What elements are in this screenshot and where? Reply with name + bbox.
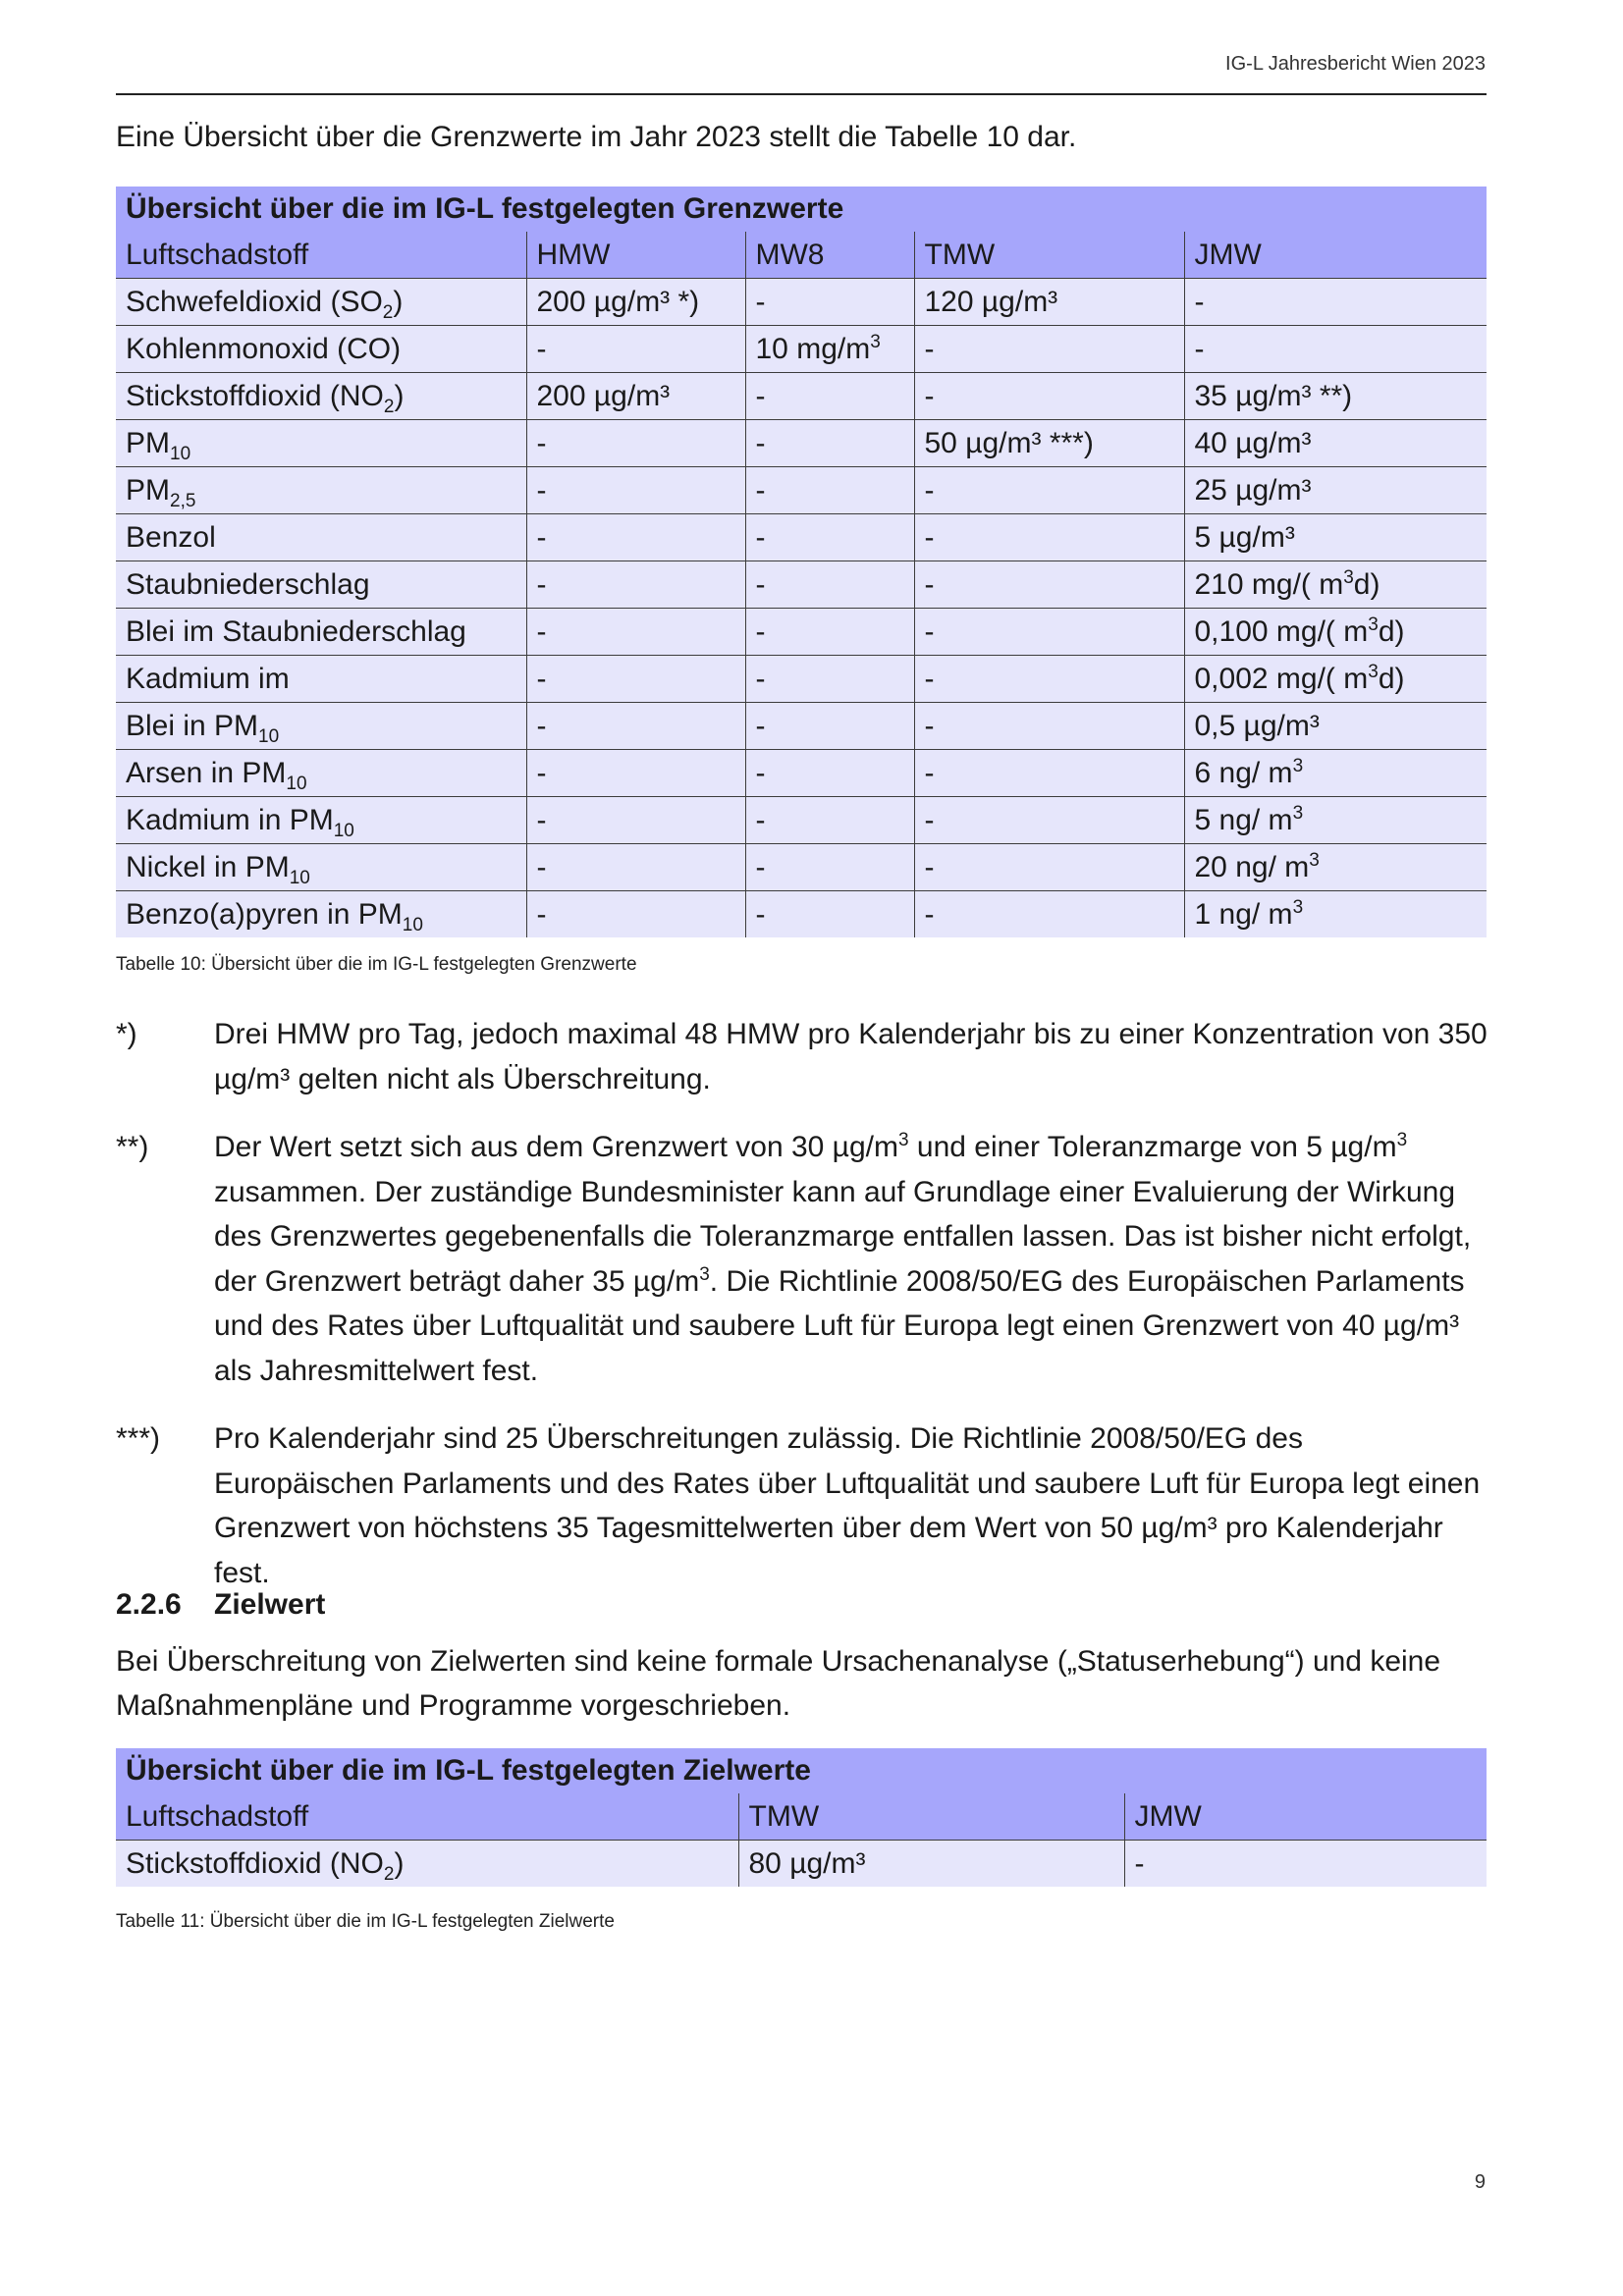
tmw-cell: -: [914, 561, 1184, 609]
table-row: [116, 373, 1487, 420]
jmw-cell: 210 mg/( $m^3d$): [1184, 561, 1487, 609]
hmw-cell: -: [526, 844, 745, 891]
hmw-cell: -: [526, 656, 745, 703]
mw8-cell: -: [745, 373, 914, 420]
page-number: 9: [1474, 2171, 1486, 2193]
hmw-cell: -: [526, 703, 745, 750]
mw8-cell: 10 $mg/m^3$: [745, 326, 914, 373]
table-row: [116, 1841, 1487, 1888]
hmw-cell: -: [526, 561, 745, 609]
jmw-cell: 0,002 mg/( $m^3d$): [1184, 656, 1487, 703]
jmw-cell: 1 ng/ $m^3$: [1184, 891, 1487, 938]
table-row: [116, 467, 1487, 514]
tmw-cell: -: [914, 326, 1184, 373]
tmw-cell: 120 µg/m³: [914, 279, 1184, 326]
hmw-cell: -: [526, 750, 745, 797]
mw8-cell: -: [745, 467, 914, 514]
tmw-cell: -: [914, 656, 1184, 703]
table-header-row: [116, 232, 1487, 279]
column-header: JMW: [1124, 1793, 1487, 1841]
tmw-cell: -: [914, 373, 1184, 420]
tmw-cell: -: [914, 891, 1184, 938]
tmw-cell: -: [914, 514, 1184, 561]
tmw-cell: -: [914, 844, 1184, 891]
table-row: [116, 703, 1487, 750]
footnote-marker: ***): [116, 1422, 161, 1455]
pollutant-cell: Kohlenmonoxid (CO): [116, 326, 526, 373]
tmw-cell: 80 µg/m³: [738, 1841, 1124, 1888]
jmw-cell: 5 ng/ $m^3$: [1184, 797, 1487, 844]
mw8-cell: -: [745, 797, 914, 844]
column-header: TMW: [914, 232, 1184, 279]
column-header: Luftschadstoff: [116, 232, 526, 279]
tmw-cell: -: [914, 703, 1184, 750]
footnote-marker: **): [116, 1131, 149, 1163]
hmw-cell: -: [526, 467, 745, 514]
hmw-cell: 200 µg/m³ *): [526, 279, 745, 326]
table-row: [116, 844, 1487, 891]
running-header: IG-L Jahresbericht Wien 2023: [1225, 53, 1486, 75]
pollutant-cell: Blei im Staubniederschlag: [116, 609, 526, 656]
hmw-cell: -: [526, 797, 745, 844]
tmw-cell: -: [914, 467, 1184, 514]
jmw-cell: 5 µg/m³: [1184, 514, 1487, 561]
mw8-cell: -: [745, 514, 914, 561]
jmw-cell: 6 ng/ $m^3$: [1184, 750, 1487, 797]
table-title-row: [116, 187, 1487, 232]
pollutant-cell: Schwefeldioxid $(SO_2)$: [116, 279, 526, 326]
jmw-cell: 0,100 mg/( $m^3d$): [1184, 609, 1487, 656]
target-values-table: [116, 1748, 1487, 1887]
jmw-cell: 0,5 µg/m³: [1184, 703, 1487, 750]
table-caption: Tabelle 10: Übersicht über die im IG-L festgelegten Grenzwerte: [116, 954, 637, 975]
mw8-cell: -: [745, 609, 914, 656]
table-row: [116, 279, 1487, 326]
pollutant-cell: Kadmium im: [116, 656, 526, 703]
tmw-cell: -: [914, 750, 1184, 797]
column-header: MW8: [745, 232, 914, 279]
jmw-cell: -: [1184, 279, 1487, 326]
jmw-cell: 20 ng/ $m^3$: [1184, 844, 1487, 891]
section-heading: Zielwert: [214, 1588, 326, 1621]
table-row: [116, 656, 1487, 703]
mw8-cell: -: [745, 279, 914, 326]
tmw-cell: -: [914, 609, 1184, 656]
tmw-cell: -: [914, 797, 1184, 844]
table-title: Übersicht über die im IG-L festgelegten Zielwerte: [116, 1748, 1487, 1793]
hmw-cell: 200 µg/m³: [526, 373, 745, 420]
jmw-cell: 40 µg/m³: [1184, 420, 1487, 467]
mw8-cell: -: [745, 703, 914, 750]
pollutant-cell: Nickel in $PM_{10}$: [116, 844, 526, 891]
tmw-cell: 50 µg/m³ ***): [914, 420, 1184, 467]
table-row: [116, 891, 1487, 938]
pollutant-cell: Blei in $PM_{10}$: [116, 703, 526, 750]
mw8-cell: -: [745, 891, 914, 938]
hmw-cell: -: [526, 514, 745, 561]
table-header-row: [116, 1793, 1487, 1841]
pollutant-cell: Stickstoffdioxid $(NO_2)$: [116, 373, 526, 420]
column-header: TMW: [738, 1793, 1124, 1841]
pollutant-cell: Stickstoffdioxid $(NO_2)$: [116, 1841, 738, 1888]
mw8-cell: -: [745, 420, 914, 467]
hmw-cell: -: [526, 326, 745, 373]
table-row: [116, 561, 1487, 609]
hmw-cell: -: [526, 420, 745, 467]
intro-paragraph: Eine Übersicht über die Grenzwerte im Jahr 2023 stellt die Tabelle 10 dar.: [116, 121, 1077, 153]
pollutant-cell: $PM_{2,5}$: [116, 467, 526, 514]
pollutant-cell: Kadmium in $PM_{10}$: [116, 797, 526, 844]
jmw-cell: -: [1124, 1841, 1487, 1888]
pollutant-cell: Arsen in $PM_{10}$: [116, 750, 526, 797]
pollutant-cell: Staubniederschlag: [116, 561, 526, 609]
hmw-cell: -: [526, 609, 745, 656]
column-header: Luftschadstoff: [116, 1793, 738, 1841]
mw8-cell: -: [745, 750, 914, 797]
table-row: [116, 514, 1487, 561]
footnote-marker: *): [116, 1018, 137, 1050]
section-number: 2.2.6: [116, 1588, 182, 1621]
pollutant-cell: $PM_{10}$: [116, 420, 526, 467]
mw8-cell: -: [745, 844, 914, 891]
mw8-cell: -: [745, 561, 914, 609]
jmw-cell: -: [1184, 326, 1487, 373]
table-row: [116, 420, 1487, 467]
table-title: Übersicht über die im IG-L festgelegten Grenzwerte: [116, 187, 1487, 232]
section-paragraph: Bei Überschreitung von Zielwerten sind keine formale Ursachenanalyse („Statuserhebung“) und keine Maßnahmenpläne und Programme vorgeschrieben.: [116, 1645, 1441, 1722]
table-title-row: [116, 1748, 1487, 1793]
table-row: [116, 609, 1487, 656]
pollutant-cell: Benzol: [116, 514, 526, 561]
table-row: [116, 797, 1487, 844]
footnote-text: Drei HMW pro Tag, jedoch maximal 48 HMW pro Kalenderjahr bis zu einer Konzentration von 350 µg/m³ gelten nicht als Überschreitung.: [214, 1018, 1488, 1095]
jmw-cell: 35 µg/m³ **): [1184, 373, 1487, 420]
footnote-text: Der Wert setzt sich aus dem Grenzwert von 30 $\mu g/m^3$ und einer Toleranzmarge von 5 $\mu g/m^3$ zusammen. Der zuständige Bundesminister kann auf Grundlage einer Evaluierung der Wirkung des Grenzwertes gegebenenfalls die Toleranzmarge entfallen lassen. Das ist bisher nicht erfolgt, der Grenzwert beträgt daher 35 $\mu g/m^3$. Die Richtlinie 2008/50/EG des Europäischen Parlaments und des Rates über Luftqualität und saubere Luft für Europa legt einen Grenzwert von 40 µg/m³ als Jahresmittelwert fest.: [214, 1130, 1472, 1387]
table-row: [116, 750, 1487, 797]
header-divider: [116, 93, 1487, 95]
footnote-text: Pro Kalenderjahr sind 25 Überschreitungen zulässig. Die Richtlinie 2008/50/EG des Europäischen Parlaments und des Rates über Luftqualität und saubere Luft für Europa legt einen Grenzwert von höchstens 35 Tagesmittelwerten über dem Wert von 50 µg/m³ pro Kalenderjahr fest.: [214, 1422, 1481, 1589]
column-header: JMW: [1184, 232, 1487, 279]
limit-values-table: [116, 187, 1487, 937]
pollutant-cell: Benzo(a)pyren in $PM_{10}$: [116, 891, 526, 938]
jmw-cell: 25 µg/m³: [1184, 467, 1487, 514]
mw8-cell: -: [745, 656, 914, 703]
table-caption: Tabelle 11: Übersicht über die im IG-L festgelegten Zielwerte: [116, 1911, 615, 1932]
column-header: HMW: [526, 232, 745, 279]
hmw-cell: -: [526, 891, 745, 938]
table-row: [116, 326, 1487, 373]
